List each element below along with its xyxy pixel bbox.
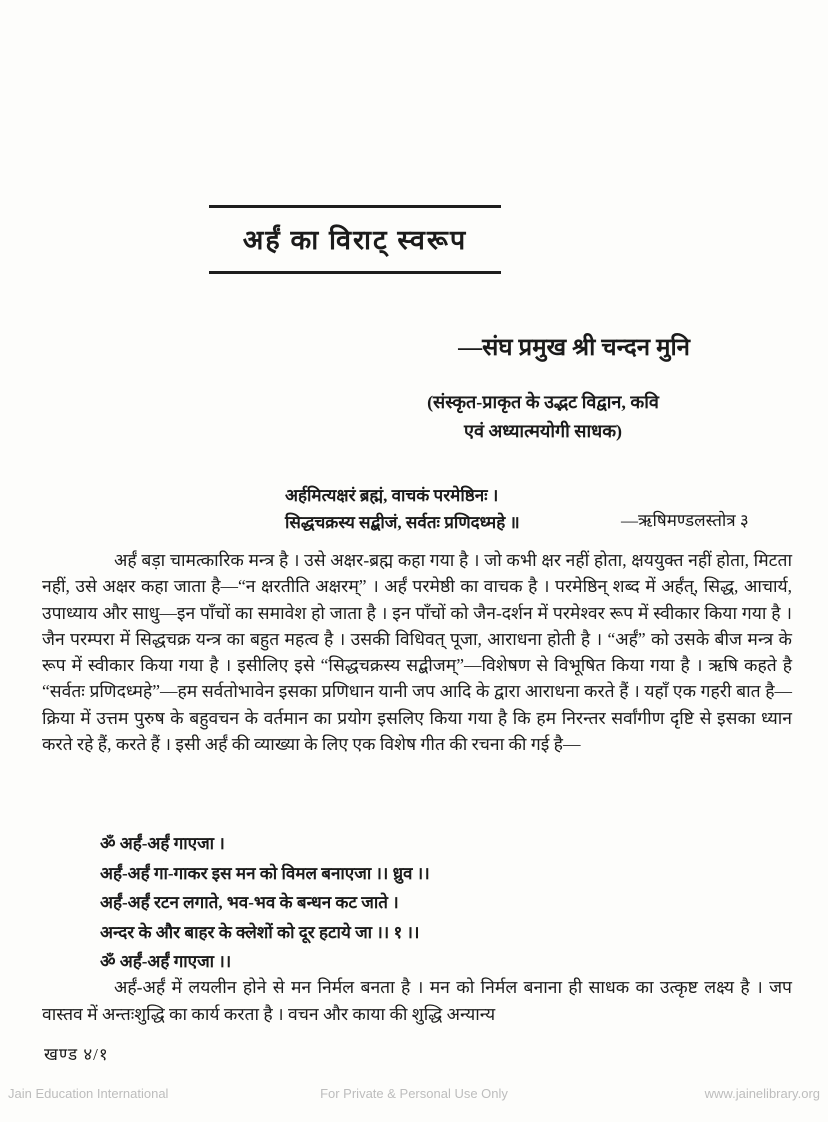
song-line-1: ॐ अर्हं-अर्हं गाएजा । — [100, 834, 225, 853]
author-subtitle — [378, 388, 708, 446]
song-line-2: अर्हं-अर्हं गा-गाकर इस मन को विमल बनाएजा ।। ध्रुव ।। — [100, 863, 430, 883]
verse-line-1: अर्हमित्यक्षरं ब्रह्मं, वाचकं परमेष्ठिनः । — [285, 486, 499, 505]
verse-block — [285, 482, 520, 536]
title-rule-bottom — [209, 271, 501, 274]
section-label: खण्ड ४/१ — [44, 1045, 109, 1064]
song-line-5: ॐ अर्हं-अर्हं गाएजा ।। — [100, 952, 232, 971]
author-line: —संघ प्रमुख श्री चन्दन मुनि — [458, 335, 690, 361]
song-line-3: अर्हं-अर्हं रटन लगाते, भव-भव के बन्धन कट जाते । — [100, 893, 399, 912]
scan-footer-left: Jain Education International — [8, 1086, 169, 1101]
author-subtitle-line-1: (संस्कृत-प्राकृत के उद्भट विद्वान, कवि — [427, 392, 659, 412]
song-block — [100, 829, 430, 977]
body-paragraph-2: अर्हं-अर्हं में लयलीन होने से मन निर्मल बनता है । मन को निर्मल बनाना ही साधक का उत्कृष्ट लक्ष्य है । जप वास्तव में अन्तःशुद्धि का कार्य करता है । वचन और काया की शुद्धि अन्यान्य — [42, 977, 792, 1024]
author-subtitle-line-2: एवं अध्यात्मयोगी साधक) — [463, 421, 623, 441]
verse-line-2: सिद्धचक्रस्य सद्बीजं, सर्वतः प्रणिदध्महे ॥ — [285, 513, 520, 532]
title-block — [209, 205, 501, 274]
scan-footer-center: For Private & Personal Use Only — [320, 1086, 508, 1101]
page-title: अर्हं का विराट् स्वरूप — [242, 225, 468, 255]
body-paragraph-1: अर्हं बड़ा चामत्कारिक मन्त्र है । उसे अक्षर-ब्रह्म कहा गया है । जो कभी क्षर नहीं होता, क्षययुक्त नहीं होता, मिटता नहीं, उसे अक्षर कहा जाता है—“न क्षरतीति अक्षरम्” । अर्हं परमेष्ठी का वाचक है । परमेष्ठिन् शब्द में अर्हंत्, सिद्ध, आचार्य, उपाध्याय और साधु—इन पाँचों का समावेश हो जाता है । इन पाँचों को जैन-दर्शन में परमेश्वर रूप में स्वीकार किया गया है । जैन परम्परा में सिद्धचक्र यन्त्र का बहुत महत्व है । उसकी विधिवत् पूजा, आराधना होती है । “अर्हं” को उसके बीज मन्त्र के रूप में स्वीकार किया गया है । इसीलिए इसे “सिद्धचक्रस्य सद्बीजम्”—विशेषण से विभूषित किया गया है । ऋषि कहते है “सर्वतः प्रणिदध्महे”—हम सर्वतोभावेन इसका प्रणिधान यानी जप आदि के द्वारा आराधना करते हैं । यहाँ एक गहरी बात है—क्रिया में उत्तम पुरुष के बहुवचन के वर्तमान का प्रयोग इसलिए किया गया है कि हम निरन्तर सर्वांगीण दृष्टि से इसका ध्यान करते रहे हैं, करते हैं । इसी अर्हं की व्याख्या के लिए एक विशेष गीत की रचना की गई है— — [42, 550, 792, 755]
song-line-4: अन्दर के और बाहर के क्लेशों को दूर हटाये जा ।। १ ।। — [100, 922, 420, 942]
scan-footer-right: www.jainelibrary.org — [704, 1086, 820, 1101]
verse-attribution: —ऋषिमण्डलस्तोत्र ३ — [621, 511, 749, 530]
